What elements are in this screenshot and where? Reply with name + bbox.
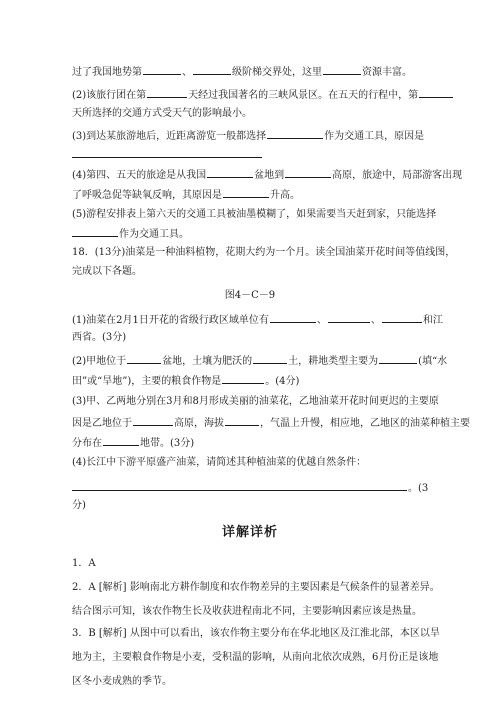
answer-blank[interactable] bbox=[222, 372, 264, 384]
q17-line-5 bbox=[72, 146, 440, 163]
answer-blank[interactable] bbox=[419, 86, 453, 98]
q18-sub3-line-2 bbox=[72, 414, 470, 431]
answer-3: 3．B [解析] 从图中可以看出，该农作物主要分布在华北地区及江淮北部，本区以旱地为主，主要粮食作物是小麦，受积温的影响，从南向北依次成熟，6月份正是该地区冬小麦成熟的季节。 bbox=[72, 628, 440, 687]
text: (3)到达某旅游地后，近距离游览一般都选择 bbox=[72, 131, 267, 142]
q18-sub1-line-2: 西省。(3分) bbox=[72, 332, 127, 343]
text: 过了我国地势第 bbox=[72, 67, 142, 78]
answer-blank[interactable] bbox=[270, 311, 316, 323]
q18-sub4-line-1: (4)长江中下游平原盛产油菜，请简述其种植油菜的优越自然条件： bbox=[72, 457, 367, 468]
answer-blank[interactable] bbox=[72, 225, 118, 237]
text: 盆地，土壤为肥沃的 bbox=[162, 356, 253, 367]
text: 了呼吸急促等缺氧反响，其原因是 bbox=[72, 190, 222, 201]
text: 。(4分) bbox=[265, 376, 300, 387]
answer-blank[interactable] bbox=[323, 63, 361, 75]
figure-caption: 图4－C－9 bbox=[224, 290, 276, 301]
q17-line-7 bbox=[72, 186, 440, 203]
answer-blank[interactable] bbox=[379, 352, 417, 364]
answer-blank[interactable] bbox=[253, 352, 287, 364]
text: (5)游程安排表上第六天的交通工具被油墨模糊了，如果需要当天赶到家，只能选择 bbox=[72, 209, 437, 220]
text: 土，耕地类型主要为 bbox=[288, 356, 379, 367]
text: 天所选择的交通方式受天气的影响最小。 bbox=[72, 108, 252, 119]
q18-sub1-line-1 bbox=[72, 311, 443, 328]
q17-line-8 bbox=[72, 207, 440, 222]
q18-sub4-line-2 bbox=[72, 479, 440, 496]
text: 地带。(3分) bbox=[140, 438, 195, 449]
answer-blank[interactable] bbox=[127, 352, 161, 364]
text: 、 bbox=[370, 315, 381, 326]
q17-line-9 bbox=[72, 225, 440, 242]
text: 作为交通工具，原因是 bbox=[324, 131, 425, 142]
text: 级阶梯交界处，这里 bbox=[232, 67, 322, 78]
q18-sub2-line-1 bbox=[72, 352, 448, 369]
answer-blank[interactable] bbox=[193, 63, 231, 75]
answer-blank[interactable] bbox=[147, 86, 187, 98]
text: 高原，海拔 bbox=[174, 418, 224, 429]
answer-blank[interactable] bbox=[103, 434, 139, 446]
text: (4)第四、五天的旅途是从我国 bbox=[72, 170, 207, 181]
text: 和江 bbox=[422, 315, 443, 326]
answer-blank-long[interactable] bbox=[72, 479, 407, 491]
answer-blank[interactable] bbox=[382, 311, 422, 323]
q17-line-6 bbox=[72, 166, 463, 183]
text: 、 bbox=[316, 315, 327, 326]
answer-blank-long[interactable] bbox=[72, 146, 262, 158]
text: 盆地到 bbox=[254, 170, 285, 181]
answer-blank[interactable] bbox=[207, 166, 253, 178]
q18-sub3-line-3 bbox=[72, 434, 440, 451]
text: 资源丰富。 bbox=[362, 67, 412, 78]
text: (2)该旅行团在第 bbox=[72, 90, 147, 101]
answer-blank[interactable] bbox=[328, 311, 370, 323]
q17-line-4 bbox=[72, 127, 440, 144]
q18-sub3-line-1: (3)甲、乙两地分别在3月和8月形成美丽的油菜花，乙地油菜开花时间更迟的主要原 bbox=[72, 396, 439, 407]
text: 分布在 bbox=[72, 438, 102, 449]
text: ，气温上升慢，相应地，乙地区的油菜种植主要 bbox=[260, 418, 470, 429]
text: (填“水 bbox=[418, 356, 448, 367]
answer-blank[interactable] bbox=[133, 414, 173, 426]
answer-blank[interactable] bbox=[285, 166, 331, 178]
answer-blank[interactable] bbox=[267, 127, 323, 139]
answers-heading: 详解详析 bbox=[221, 525, 278, 540]
answer-blank[interactable] bbox=[223, 186, 269, 198]
text: 、 bbox=[182, 67, 192, 78]
answer-2: 2．A [解析] 影响南北方耕作制度和农作物差异的主要因素是气候条件的显著差异。结合图示可知，该农作物生长及收获进程南北不同，主要影响因素应该是热量。 bbox=[72, 582, 440, 617]
answer-1: 1．A bbox=[72, 558, 96, 569]
q18-sub2-line-2 bbox=[72, 372, 440, 389]
answer-blank[interactable] bbox=[143, 63, 181, 75]
text: (1)油菜在2月1日开花的省级行政区域单位有 bbox=[72, 315, 269, 326]
q18-intro-1: 18．(13分)油菜是一种油料植物，花期大约为一个月。读全国油菜开花时间等值线图， bbox=[72, 247, 456, 258]
q17-line-3 bbox=[72, 106, 440, 121]
text: 作为交通工具。 bbox=[119, 229, 189, 240]
text: (2)甲地位于 bbox=[72, 356, 127, 367]
text: 天经过我国著名的三峡风景区。在五天的行程中，第 bbox=[188, 90, 419, 101]
q17-line-1 bbox=[72, 63, 440, 80]
q18-intro-2: 完成以下各题。 bbox=[72, 266, 142, 277]
q17-line-2 bbox=[72, 86, 440, 103]
text: 。(3 bbox=[408, 483, 429, 494]
text: 因是乙地位于 bbox=[72, 418, 132, 429]
text: 升高。 bbox=[270, 190, 300, 201]
text: 田”或“旱地”)，主要的粮食作物是 bbox=[72, 376, 222, 387]
q18-sub4-line-3: 分) bbox=[72, 500, 86, 511]
text: 高原，旅途中，局部游客出现 bbox=[332, 170, 463, 181]
answer-blank[interactable] bbox=[225, 414, 259, 426]
